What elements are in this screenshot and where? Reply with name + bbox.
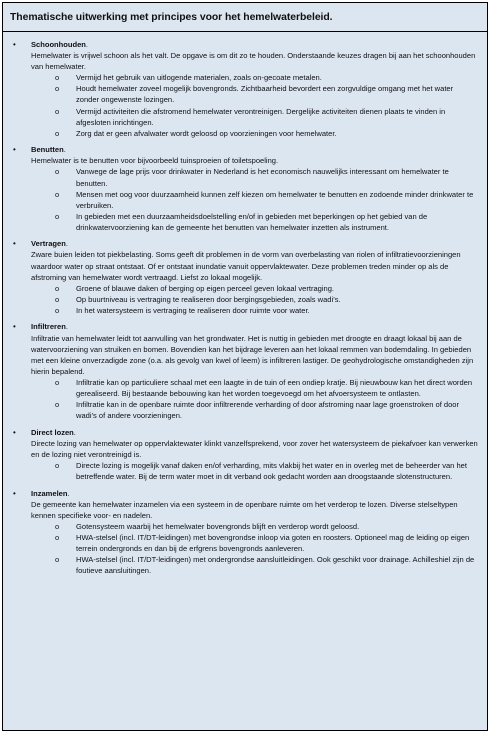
circle-bullet-icon: o — [55, 460, 60, 470]
section-intro: Infiltratie van hemelwater leidt tot aanvulling van het grondwater. Het is nuttig in gebieden met droogte en draagt lokaal bij aan de watervoorziening van struiken en bomen. Bovendien kan het bijdrage leveren aan het lokaal remmen van bodemdaling. In gebieden met een kleine onverzadigde zone (o.a. als gevolg van kwel of leem) is infiltreren lastiger. De geohydrologische omstandigheden zijn hierin bepalend. — [31, 333, 474, 376]
list-item — [31, 72, 479, 83]
section-infiltreren — [3, 321, 487, 421]
section-heading: Inzamelen — [31, 488, 68, 498]
section-heading: Schoonhouden — [31, 40, 86, 49]
list-item-text: In gebieden met een duurzaamheidsdoelstelling en/of in gebieden met beperkingen op het gebied van de drinkwatervoorziening kan de gemeente het benutten van hemelwater inzetten als instrument. — [76, 211, 428, 232]
section-heading: Benutten — [31, 145, 64, 155]
circle-bullet-icon: o — [55, 377, 60, 387]
list-item — [31, 554, 479, 576]
list-item-text: Vermijd het gebruik van uitlogende materialen, zoals on-gecoate metalen. — [76, 73, 322, 83]
circle-bullet-icon: o — [55, 167, 60, 177]
sub-list — [31, 377, 479, 421]
sub-list — [31, 460, 479, 482]
list-item-text: Op buurtniveau is vertraging te realiseren door bergingsgebieden, zoals wadi’s. — [76, 294, 341, 304]
list-item — [31, 211, 479, 233]
circle-bullet-icon: o — [55, 305, 60, 315]
list-item — [31, 106, 479, 128]
list-item — [31, 377, 479, 399]
list-item-text: Zorg dat er geen afvalwater wordt geloosd op voorzieningen voor hemelwater. — [76, 128, 337, 138]
section-schoonhouden — [3, 39, 487, 139]
document-title: Thematische uitwerking met principes voor het hemelwaterbeleid. — [10, 12, 333, 23]
list-item-text: Directe lozing is mogelijk vanaf daken en/of verharding, mits vlakbij het water en in overleg met de beheerder van het betreffende water. Bij de term water moet in dit verband ook gedacht worden aan droogstaande slotenstructuren. — [76, 460, 467, 482]
list-item — [31, 521, 479, 532]
section-benutten — [3, 144, 487, 233]
section-intro: De gemeente kan hemelwater inzamelen via een systeem in de openbare ruimte om het verderop te lozen. Diverse stelseltypen kennen specifieke voor- en nadelen. — [31, 499, 458, 520]
bullet-icon: • — [13, 40, 16, 49]
section-vertragen — [3, 238, 487, 316]
section-intro: Directe lozing van hemelwater op oppervlaktewater klinkt vanzelfsprekend, voor zover het watersysteem de piekafvoer kan verwerken en de lozing niet verontreinigd is. — [31, 438, 478, 459]
section-heading: Vertragen — [31, 239, 66, 249]
circle-bullet-icon: o — [55, 521, 60, 531]
section-heading-line: Direct lozen. — [31, 427, 76, 437]
bullet-icon: • — [13, 488, 16, 498]
list-item-text: Mensen met oog voor duurzaamheid kunnen zelf kiezen om hemelwater te benutten en zodoende minder drinkwater te verbruiken. — [76, 189, 474, 210]
list-item-text: HWA-stelsel (incl. IT/DT-leidingen) met ondergrondse aansluitleidingen. Ook geschikt voor drainage. Achilleshiel zijn de foutieve aansluitingen. — [76, 555, 475, 576]
list-item — [31, 460, 479, 482]
circle-bullet-icon: o — [55, 532, 60, 542]
circle-bullet-icon: o — [55, 189, 60, 199]
circle-bullet-icon: o — [55, 555, 60, 565]
list-item-text: Infiltratie kan in de openbare ruimte door infiltrerende verharding of door afstroming naar lage groenstroken of door wadi’s of andere voorzieningen. — [76, 400, 460, 421]
circle-bullet-icon: o — [55, 400, 60, 410]
section-heading-line: Inzamelen. — [31, 488, 70, 498]
circle-bullet-icon: o — [55, 283, 60, 293]
bullet-icon: • — [13, 427, 16, 437]
circle-bullet-icon: o — [55, 73, 60, 83]
list-item — [31, 399, 479, 421]
section-heading: Direct lozen — [31, 427, 74, 437]
sub-list — [31, 521, 479, 576]
section-heading-line: Vertragen. — [31, 239, 68, 249]
bullet-icon: • — [13, 145, 16, 155]
list-item-text: Groene of blauwe daken of berging op eigen perceel geven lokaal vertraging. — [76, 283, 335, 293]
section-intro: Hemelwater is vrijwel schoon als het valt. De opgave is om dit zo te houden. Onderstaande keuzes dragen bij aan het schoonhouden van hemelwater. — [31, 51, 476, 72]
section-heading: Infiltreren — [31, 322, 66, 332]
list-item-text: Vanwege de lage prijs voor drinkwater in Nederland is het economisch nauwelijks interessant om hemelwater te benutten. — [76, 167, 449, 188]
section-intro: Hemelwater is te benutten voor bijvoorbeeld tuinsproeien of toiletspoeling. — [31, 156, 279, 166]
list-item — [31, 189, 479, 211]
section-heading-line: Benutten. — [31, 145, 66, 155]
list-item — [31, 294, 479, 305]
list-item — [31, 305, 479, 316]
list-item — [31, 532, 479, 554]
bullet-icon: • — [13, 239, 16, 249]
section-intro: Zware buien leiden tot piekbelasting. Soms geeft dit problemen in de vorm van overbelasting van riolen of infiltratievoorzieningen waardoor water op straat ontstaat. Of er ontstaat inundatie vanuit oppervlaktewater. Deze problemen treden minder op als de afstroming van hemelwater wordt vertraagd. Liefst zo lokaal mogelijk. — [31, 250, 461, 282]
section-inzamelen — [3, 488, 487, 577]
circle-bullet-icon: o — [55, 128, 60, 138]
sub-list — [31, 72, 479, 139]
list-item-text: Vermijd activiteiten die afstromend hemelwater verontreinigen. Dergelijke activiteiten dienen plaats te vinden in afgesloten inrichtingen. — [76, 106, 446, 127]
list-item-text: HWA-stelsel (incl. IT/DT-leidingen) met bovengrondse inloop via goten en roosters. Optioneel mag de leiding op eigen terrein ondergronds en dan bij de erfgrens bovengronds aanleveren. — [76, 532, 470, 553]
list-item-text: Houdt hemelwater zoveel mogelijk bovengronds. Zichtbaarheid bevordert een zorgvuldige omgang met het water zonder ongewenste lozingen. — [76, 84, 454, 105]
list-item — [31, 83, 479, 105]
sections-container — [3, 39, 487, 582]
title-divider — [3, 31, 487, 32]
bullet-icon: • — [13, 322, 16, 332]
circle-bullet-icon: o — [55, 211, 60, 221]
list-item — [31, 166, 479, 188]
section-direct-lozen — [3, 427, 487, 482]
list-item — [31, 283, 479, 294]
list-item-text: Gotensysteem waarbij het hemelwater bovengronds blijft en verderop wordt geloosd. — [76, 521, 360, 531]
sub-list — [31, 283, 479, 316]
list-item-text: In het watersysteem is vertraging te realiseren door ruimte voor water. — [76, 305, 310, 315]
circle-bullet-icon: o — [55, 84, 60, 94]
section-heading-line: Schoonhouden. — [31, 40, 89, 49]
section-heading-line: Infiltreren. — [31, 322, 68, 332]
circle-bullet-icon: o — [55, 294, 60, 304]
policy-textbox — [2, 2, 488, 731]
sub-list — [31, 166, 479, 233]
list-item-text: Infiltratie kan op particuliere schaal met een laagte in de tuin of een ondiep kratje. Bij nieuwbouw kan het direct worden gerealiseerd. Bij bestaande bebouwing kan het worden toegevoegd om het afvoersysteem te ontlasten. — [76, 377, 473, 398]
circle-bullet-icon: o — [55, 106, 60, 116]
list-item — [31, 128, 479, 139]
